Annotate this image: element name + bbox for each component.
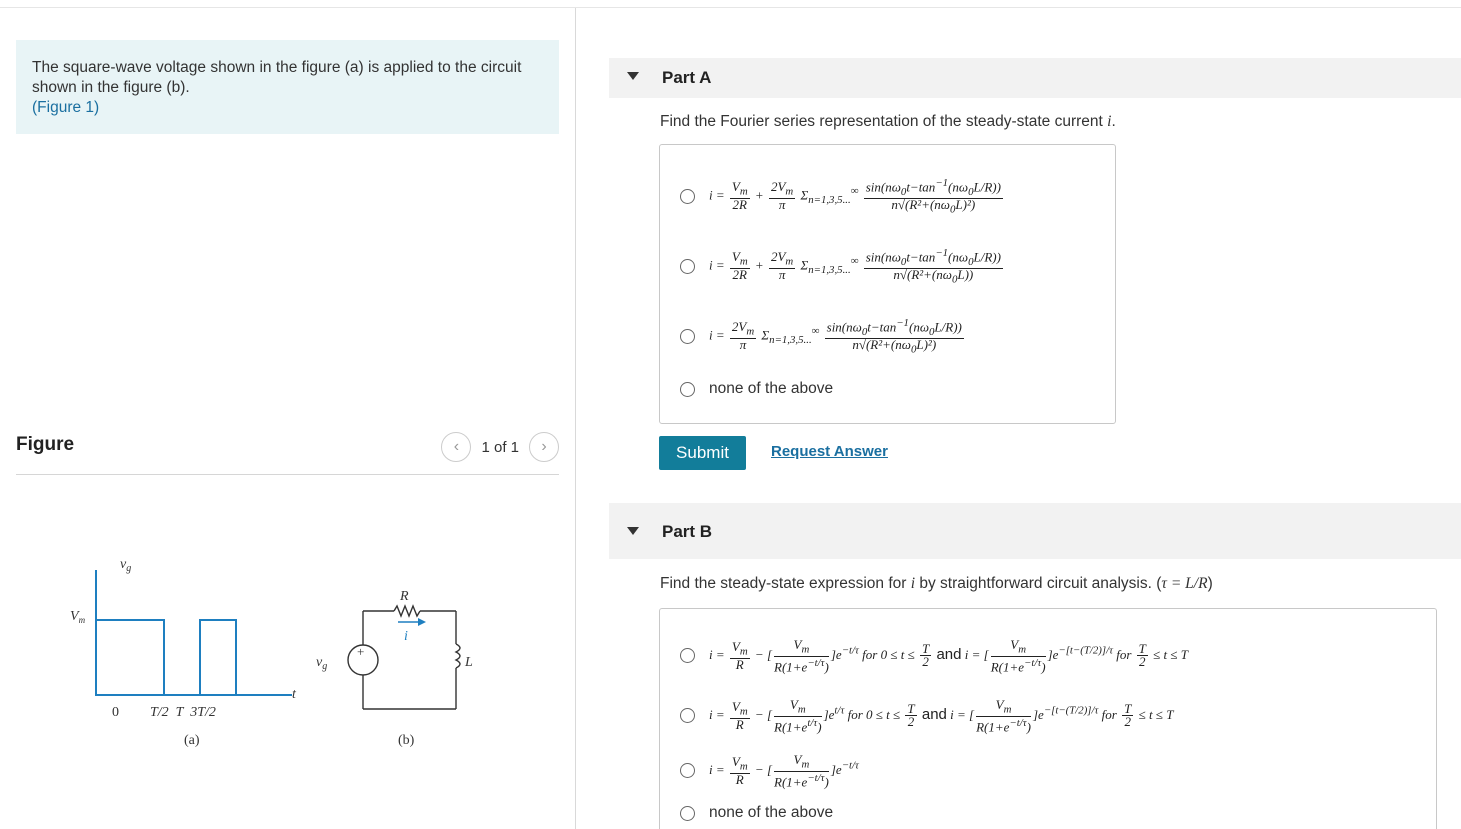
part-a-question (660, 113, 1116, 131)
i-label: i (404, 629, 408, 644)
figure-title: Figure (16, 434, 75, 455)
radio-button[interactable] (680, 382, 695, 397)
vg-source-label: $v_g$ (316, 655, 328, 672)
pager-count: 1 of 1 (481, 438, 519, 456)
option-formula: i = $\frac{V_m}{R}$ − [ $\frac{V_m}{R(1+e^{-t/\tau})}$ ]$e^{-t/\tau}$ (709, 752, 859, 789)
figure-pager (441, 432, 559, 462)
square-wave (96, 620, 236, 695)
part-b-question (660, 575, 1213, 593)
part-b-question-end: ) (1207, 575, 1213, 592)
figure-header (16, 432, 559, 475)
radio-button[interactable] (680, 763, 695, 778)
radio-button[interactable] (680, 189, 695, 204)
vg-axis-label: $v_g$ (120, 557, 132, 574)
tick-labels: T/2 T 3T/2 (150, 705, 216, 720)
vm-label: $V_m$ (70, 609, 86, 625)
radio-button[interactable] (680, 259, 695, 274)
option-text: none of the above (709, 804, 834, 821)
option-formula: i = $\frac{V_m}{R}$ − [ $\frac{V_m}{R(1+e^{-t/\tau})}$ ]$e^{-t/\tau}$ for 0 ≤ t ≤ $\frac{T}{2}$ and i = [ $\frac{V_m}{R(1+e^{-t/\tau})}$ ]$e^{-[t-(T/2)]/\tau}$ for $\frac{T}{2}$ ≤ t ≤ T (709, 637, 1189, 674)
part-b-question-var: i (910, 575, 916, 592)
radio-button[interactable] (680, 329, 695, 344)
part-a-header[interactable] (609, 58, 1461, 98)
part-b-option-2[interactable] (680, 699, 1173, 733)
part-a-option-4[interactable] (680, 380, 833, 398)
top-border (0, 7, 1461, 8)
part-b-question-text: Find the steady-state expression for (660, 575, 907, 592)
submit-button[interactable]: Submit (659, 436, 746, 470)
r-label: R (400, 589, 409, 604)
resistor (394, 606, 420, 616)
option-formula: i = $\frac{V_m}{2R}$ + $\frac{2V_m}{\pi}$ $\Sigma_{n=1,3,5...}^\infty$ $\frac{\sin(n\omega_0t-\tan^{-1}(n\omega_0L/R))}{n√(R^2+(n\omega_0L))}$ (709, 247, 1001, 286)
part-b-question-mid: by straightforward circuit analysis. ( (919, 575, 1162, 592)
rl-circuit (316, 589, 473, 748)
zero-label: 0 (112, 705, 119, 720)
part-b-option-4[interactable] (680, 804, 833, 822)
radio-button[interactable] (680, 806, 695, 821)
part-b-question-tau: τ = L/R (1161, 575, 1208, 592)
part-a-option-3[interactable] (680, 317, 966, 356)
part-a-title: Part A (662, 68, 712, 87)
part-b-title: Part B (662, 522, 713, 541)
figure-link[interactable]: (Figure 1) (32, 99, 100, 116)
chevron-left-icon: ‹ (453, 438, 460, 455)
part-b-option-1[interactable] (680, 639, 1188, 673)
t-axis-label: t (292, 687, 296, 702)
chevron-right-icon: › (541, 438, 547, 455)
part-a-option-1[interactable] (680, 177, 1005, 216)
radio-button[interactable] (680, 648, 695, 663)
option-formula: i = $\frac{V_m}{R}$ − [ $\frac{V_m}{R(1+e^{t/\tau})}$ ]$e^{t/\tau}$ for 0 ≤ t ≤ $\frac{T}{2}$ and i = [ $\frac{V_m}{R(1+e^{-t/\tau})}$ ]$e^{-[t-(T/2)]/\tau}$ for $\frac{T}{2}$ ≤ t ≤ T (709, 697, 1174, 734)
part-a-question-text: Find the Fourier series representation of the steady-state current (660, 113, 1103, 130)
caption-a: (a) (184, 733, 200, 748)
request-answer-link[interactable]: Request Answer (771, 443, 888, 460)
column-divider (575, 8, 576, 829)
part-a-question-end: . (1111, 113, 1116, 130)
option-text: none of the above (709, 380, 834, 397)
part-b-header[interactable] (609, 503, 1461, 559)
caret-down-icon (627, 527, 639, 535)
option-formula: i = $\frac{2V_m}{\pi}$ $\Sigma_{n=1,3,5...}^\infty$ $\frac{\sin(n\omega_0t-\tan^{-1}(n\omega_0L/R))}{n√(R^2+(n\omega_0L)^2)}$ (709, 317, 962, 356)
intro-text: The square-wave voltage shown in the figure (a) is applied to the circuit shown in the figure (b). (32, 59, 522, 96)
part-a-question-var: i (1107, 113, 1112, 130)
square-wave-plot (70, 557, 297, 748)
caret-down-icon (627, 72, 639, 80)
source-plus: + (357, 644, 365, 659)
caption-b: (b) (398, 733, 415, 748)
part-b-choices (659, 608, 1437, 829)
inductor (456, 644, 460, 668)
next-figure-button[interactable] (529, 432, 559, 462)
prev-figure-button[interactable] (441, 432, 471, 462)
part-b-option-3[interactable] (680, 754, 859, 788)
l-label: L (465, 655, 473, 670)
figure-image (60, 548, 480, 758)
radio-button[interactable] (680, 708, 695, 723)
part-a-choices (659, 144, 1116, 424)
problem-intro (16, 40, 559, 134)
part-a-option-2[interactable] (680, 247, 1005, 286)
option-formula: i = $\frac{V_m}{2R}$ + $\frac{2V_m}{\pi}$ $\Sigma_{n=1,3,5...}^\infty$ $\frac{\sin(n\omega_0t-\tan^{-1}(n\omega_0L/R))}{n√(R^2+(n\omega_0L)^2)}$ (709, 177, 1001, 216)
